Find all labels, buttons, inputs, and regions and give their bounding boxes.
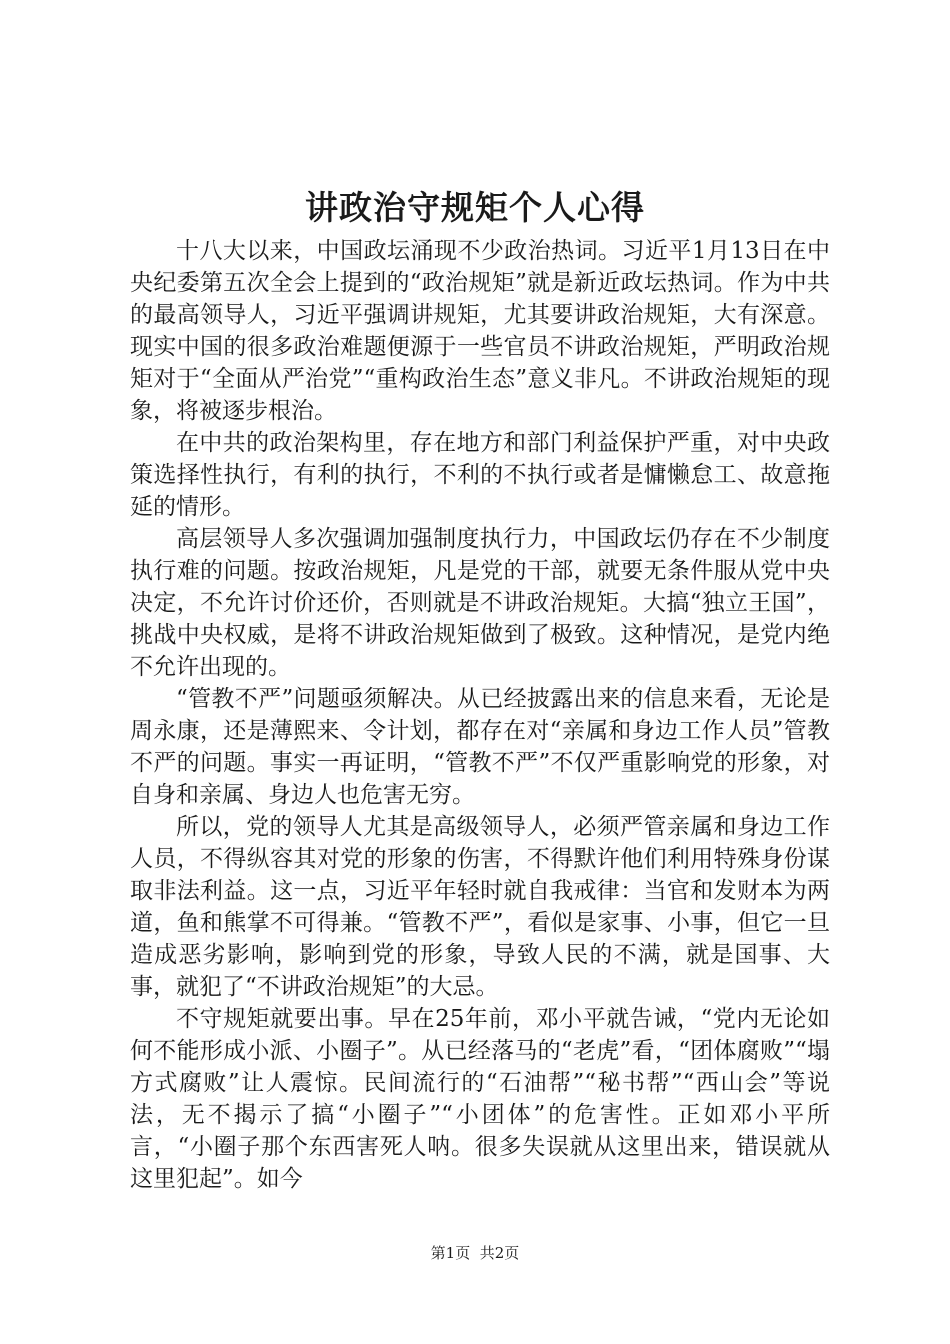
- footer-separator: [470, 1244, 480, 1262]
- paragraph-3: 高层领导人多次强调加强制度执行力，中国政坛仍存在不少制度执行难的问题。按政治规矩，凡是党的干部，就要无条件服从党中央决定，不允许讨价还价，否则就是不讲政治规矩。大搞“独立王国”，挑战中央权威，是将不讲政治规矩做到了极致。这种情况，是党内绝不允许出现的。: [130, 526, 830, 680]
- paragraph-4: “管教不严”问题亟须解决。从已经披露出来的信息来看，无论是周永康，还是薄熙来、令计划，都存在对“亲属和身边工作人员”管教不严的问题。事实一再证明，“管教不严”不仅严重影响党的形象，对自身和亲属、身边人也危害无穷。: [130, 686, 830, 808]
- document-title: 讲政治守规矩个人心得: [305, 188, 645, 227]
- paragraph-1: 十八大以来，中国政坛涌现不少政治热词。习近平1月13日在中央纪委第五次全会上提到的“政治规矩”就是新近政坛热词。作为中共的最高领导人，习近平强调讲规矩，尤其要讲政治规矩，大有深意。现实中国的很多政治难题便源于一些官员不讲政治规矩，严明政治规矩对于“全面从严治党”“重构政治生态”意义非凡。不讲政治规矩的现象，将被逐步根治。: [130, 238, 830, 424]
- document-body: [130, 235, 830, 1195]
- page-number: 第1页: [430, 1244, 471, 1262]
- paragraph-2: 在中共的政治架构里，存在地方和部门利益保护严重，对中央政策选择性执行，有利的执行，不利的不执行或者是慵懒怠工、故意拖延的情形。: [130, 430, 830, 520]
- paragraph-5: 所以，党的领导人尤其是高级领导人，必须严管亲属和身边工作人员，不得纵容其对党的形象的伤害，不得默许他们利用特殊身份谋取非法利益。这一点，习近平年轻时就自我戒律：当官和发财本为两道，鱼和熊掌不可得兼。“管教不严”，看似是家事、小事，但它一旦造成恶劣影响，影响到党的形象，导致人民的不满，就是国事、大事，就犯了“不讲政治规矩”的大忌。: [130, 814, 830, 1000]
- paragraph-6: 不守规矩就要出事。早在25年前，邓小平就告诫，“党内无论如何不能形成小派、小圈子”。从已经落马的“老虎”看，“团体腐败”“塌方式腐败”让人震惊。民间流行的“石油帮”“秘书帮”“西山会”等说法，无不揭示了搞“小圈子”“小团体”的危害性。正如邓小平所言，“小圈子那个东西害死人呐。很多失误就从这里出来，错误就从这里犯起”。如今: [130, 1006, 830, 1192]
- page-footer: [0, 1243, 950, 1263]
- page-total: 共2页: [479, 1244, 520, 1262]
